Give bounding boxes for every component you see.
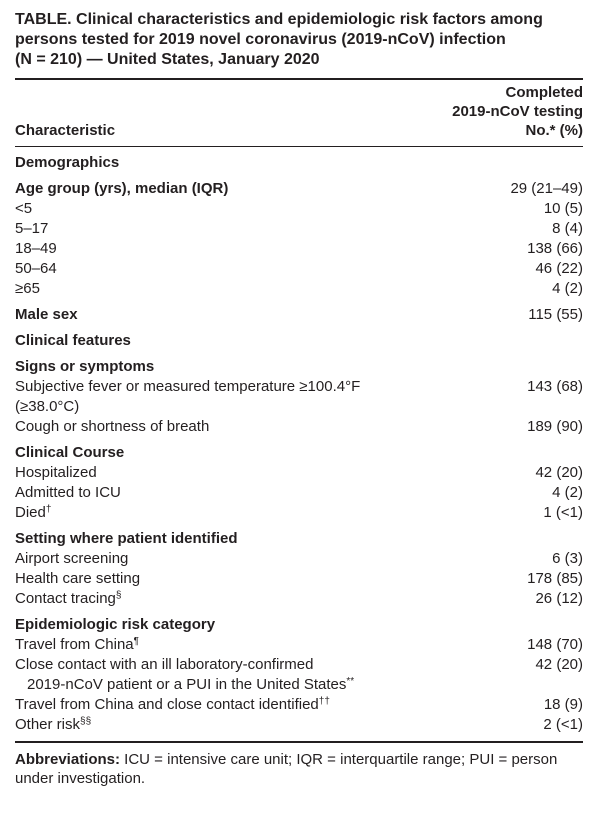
table-row [15,483,583,503]
subsection-header [15,357,583,377]
row-label: Demographics [15,154,120,171]
row-label [15,715,533,735]
row-value: 26 (12) [535,590,583,607]
footnote-marker: § [115,590,122,601]
header-line: 2019-nCoV testing [452,103,583,120]
row-value: 18 (9) [543,696,583,713]
row-label [15,589,525,609]
row-label: Signs or symptoms [15,358,155,375]
table-row [15,199,583,219]
row-label: Male sex [15,306,78,323]
header-line: Completed [505,84,583,101]
table-title [15,10,583,70]
footnote-marker: † [45,504,52,515]
row-label: <5 [15,200,33,217]
row-label-line: Close contact with an ill laboratory-confirmed [15,656,314,673]
table-row [15,305,583,325]
footnote-marker: †† [318,696,330,707]
section-header [15,153,583,173]
row-label: Health care setting [15,570,141,587]
footnote-marker: ** [346,676,355,687]
header-characteristic: Characteristic [15,122,116,139]
footnote-marker: ¶ [133,636,140,647]
table-row [15,377,583,417]
row-label: Cough or shortness of breath [15,418,210,435]
section-header [15,331,583,351]
row-value: 115 (55) [528,306,583,323]
row-label-text: Travel from China [15,636,134,653]
table-row [15,417,583,437]
footnote-label: Abbreviations: [15,751,121,768]
row-label-text: Contact tracing [15,590,116,607]
footnote-marker: §§ [80,716,92,727]
subsection-header [15,443,583,463]
header-line: No.* (%) [525,122,583,139]
row-value: 29 (21–49) [510,180,583,197]
row-label [15,655,525,695]
subsection-header [15,615,583,635]
row-label-text: Travel from China and close contact identified [15,696,319,713]
table-body [15,147,583,735]
table-footnote [15,741,583,788]
row-value: 42 (20) [535,656,583,673]
table-row [15,715,583,735]
table-row [15,179,583,199]
row-label-text: Died [15,504,46,521]
table-row [15,503,583,523]
row-label-text: 2019-nCoV patient or a PUI in the United States [27,676,347,693]
row-label [15,377,517,417]
row-label-line [15,675,525,695]
row-label: 50–64 [15,260,57,277]
row-label-line: (≥38.0°C) [15,398,80,415]
row-label: Setting where patient identified [15,530,238,547]
table-row [15,463,583,483]
table-row [15,219,583,239]
row-value: 4 (2) [552,280,583,297]
row-label [15,503,533,523]
table-row [15,589,583,609]
row-value: 46 (22) [535,260,583,277]
table-row [15,635,583,655]
row-value: 2 (<1) [543,716,583,733]
row-label: ≥65 [15,280,40,297]
row-label [15,635,517,655]
row-value: 10 (5) [543,200,583,217]
row-value: 6 (3) [552,550,583,567]
table-header [15,80,583,146]
row-value: 189 (90) [527,418,583,435]
row-label: Age group (yrs), median (IQR) [15,180,229,197]
row-value: 138 (66) [527,240,583,257]
title-line: (N = 210) — United States, January 2020 [15,51,320,68]
row-value: 1 (<1) [543,504,583,521]
table-row [15,695,583,715]
subsection-header [15,529,583,549]
row-value: 4 (2) [552,484,583,501]
row-label-line: Subjective fever or measured temperature ≥100.4°F [15,378,361,395]
table-row [15,259,583,279]
title-line: TABLE. Clinical characteristics and epidemiologic risk factors among [15,11,543,28]
row-value: 8 (4) [552,220,583,237]
row-label: Admitted to ICU [15,484,121,501]
row-label: Clinical features [15,332,131,349]
row-value: 178 (85) [527,570,583,587]
table-row [15,569,583,589]
row-label: Hospitalized [15,464,97,481]
row-value: 42 (20) [535,464,583,481]
table-row [15,279,583,299]
row-label: Airport screening [15,550,129,567]
row-label-text: Other risk [15,716,81,733]
table-row [15,239,583,259]
row-value: 143 (68) [527,378,583,395]
row-label: Clinical Course [15,444,125,461]
table-row [15,549,583,569]
footnote-text: ICU = intensive care unit; IQR = interquartile range; PUI = person under investigation. [15,751,558,787]
row-label: 18–49 [15,240,57,257]
title-line: persons tested for 2019 novel coronavirus (2019-nCoV) infection [15,31,506,48]
row-label: 5–17 [15,220,49,237]
row-value: 148 (70) [527,636,583,653]
row-label [15,695,534,715]
table-row [15,655,583,695]
header-count-column [452,83,583,140]
row-label: Epidemiologic risk category [15,616,216,633]
